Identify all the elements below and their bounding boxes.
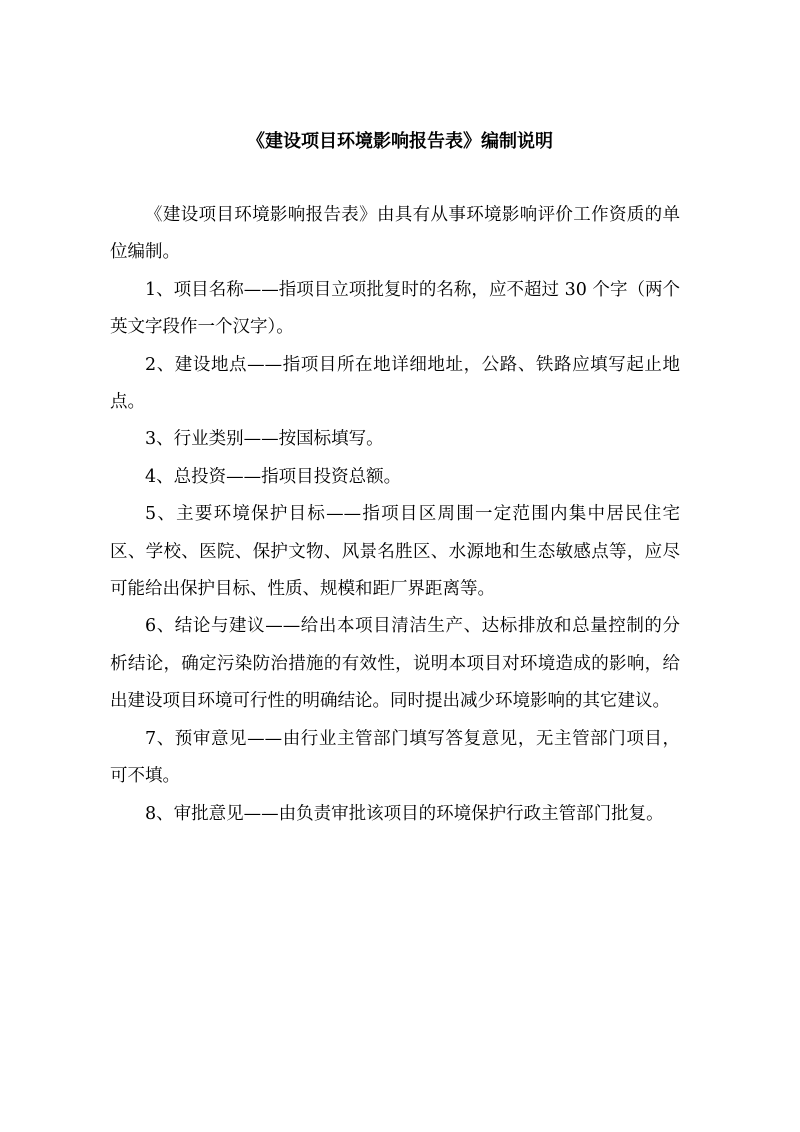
item-pre-review: 7、预审意见——由行业主管部门填写答复意见，无主管部门项目，可不填。 <box>110 728 680 787</box>
intro-paragraph: 《建设项目环境影响报告表》由具有从事环境影响评价工作资质的单位编制。 <box>110 205 680 263</box>
item-construction-site: 2、建设地点——指项目所在地详细地址，公路、铁路应填写起止地点。 <box>110 354 680 413</box>
item-project-name: 1、项目名称——指项目立项批复时的名称，应不超过 30 个字（两个英文字段作一个汉字）。 <box>110 279 680 338</box>
item-total-investment: 4、总投资——指项目投资总额。 <box>145 466 402 487</box>
item-protection-targets: 5、主要环境保护目标——指项目区周围一定范围内集中居民住宅区、学校、医院、保护文物、风景名胜区、水源地和生态敏感点等，应尽可能给出保护目标、性质、规模和距厂界距离等。 <box>110 504 680 600</box>
item-approval: 8、审批意见——由负责审批该项目的环境保护行政主管部门批复。 <box>145 803 664 824</box>
item-conclusions: 6、结论与建议——给出本项目清洁生产、达标排放和总量控制的分析结论，确定污染防治措施的有效性，说明本项目对环境造成的影响，给出建设项目环境可行性的明确结论。同时提出减少环境影响的其它建议。 <box>110 616 680 712</box>
document-body <box>110 197 680 833</box>
document-title: 《建设项目环境影响报告表》编制说明 <box>247 131 553 152</box>
item-industry-category: 3、行业类别——按国标填写。 <box>145 429 384 450</box>
